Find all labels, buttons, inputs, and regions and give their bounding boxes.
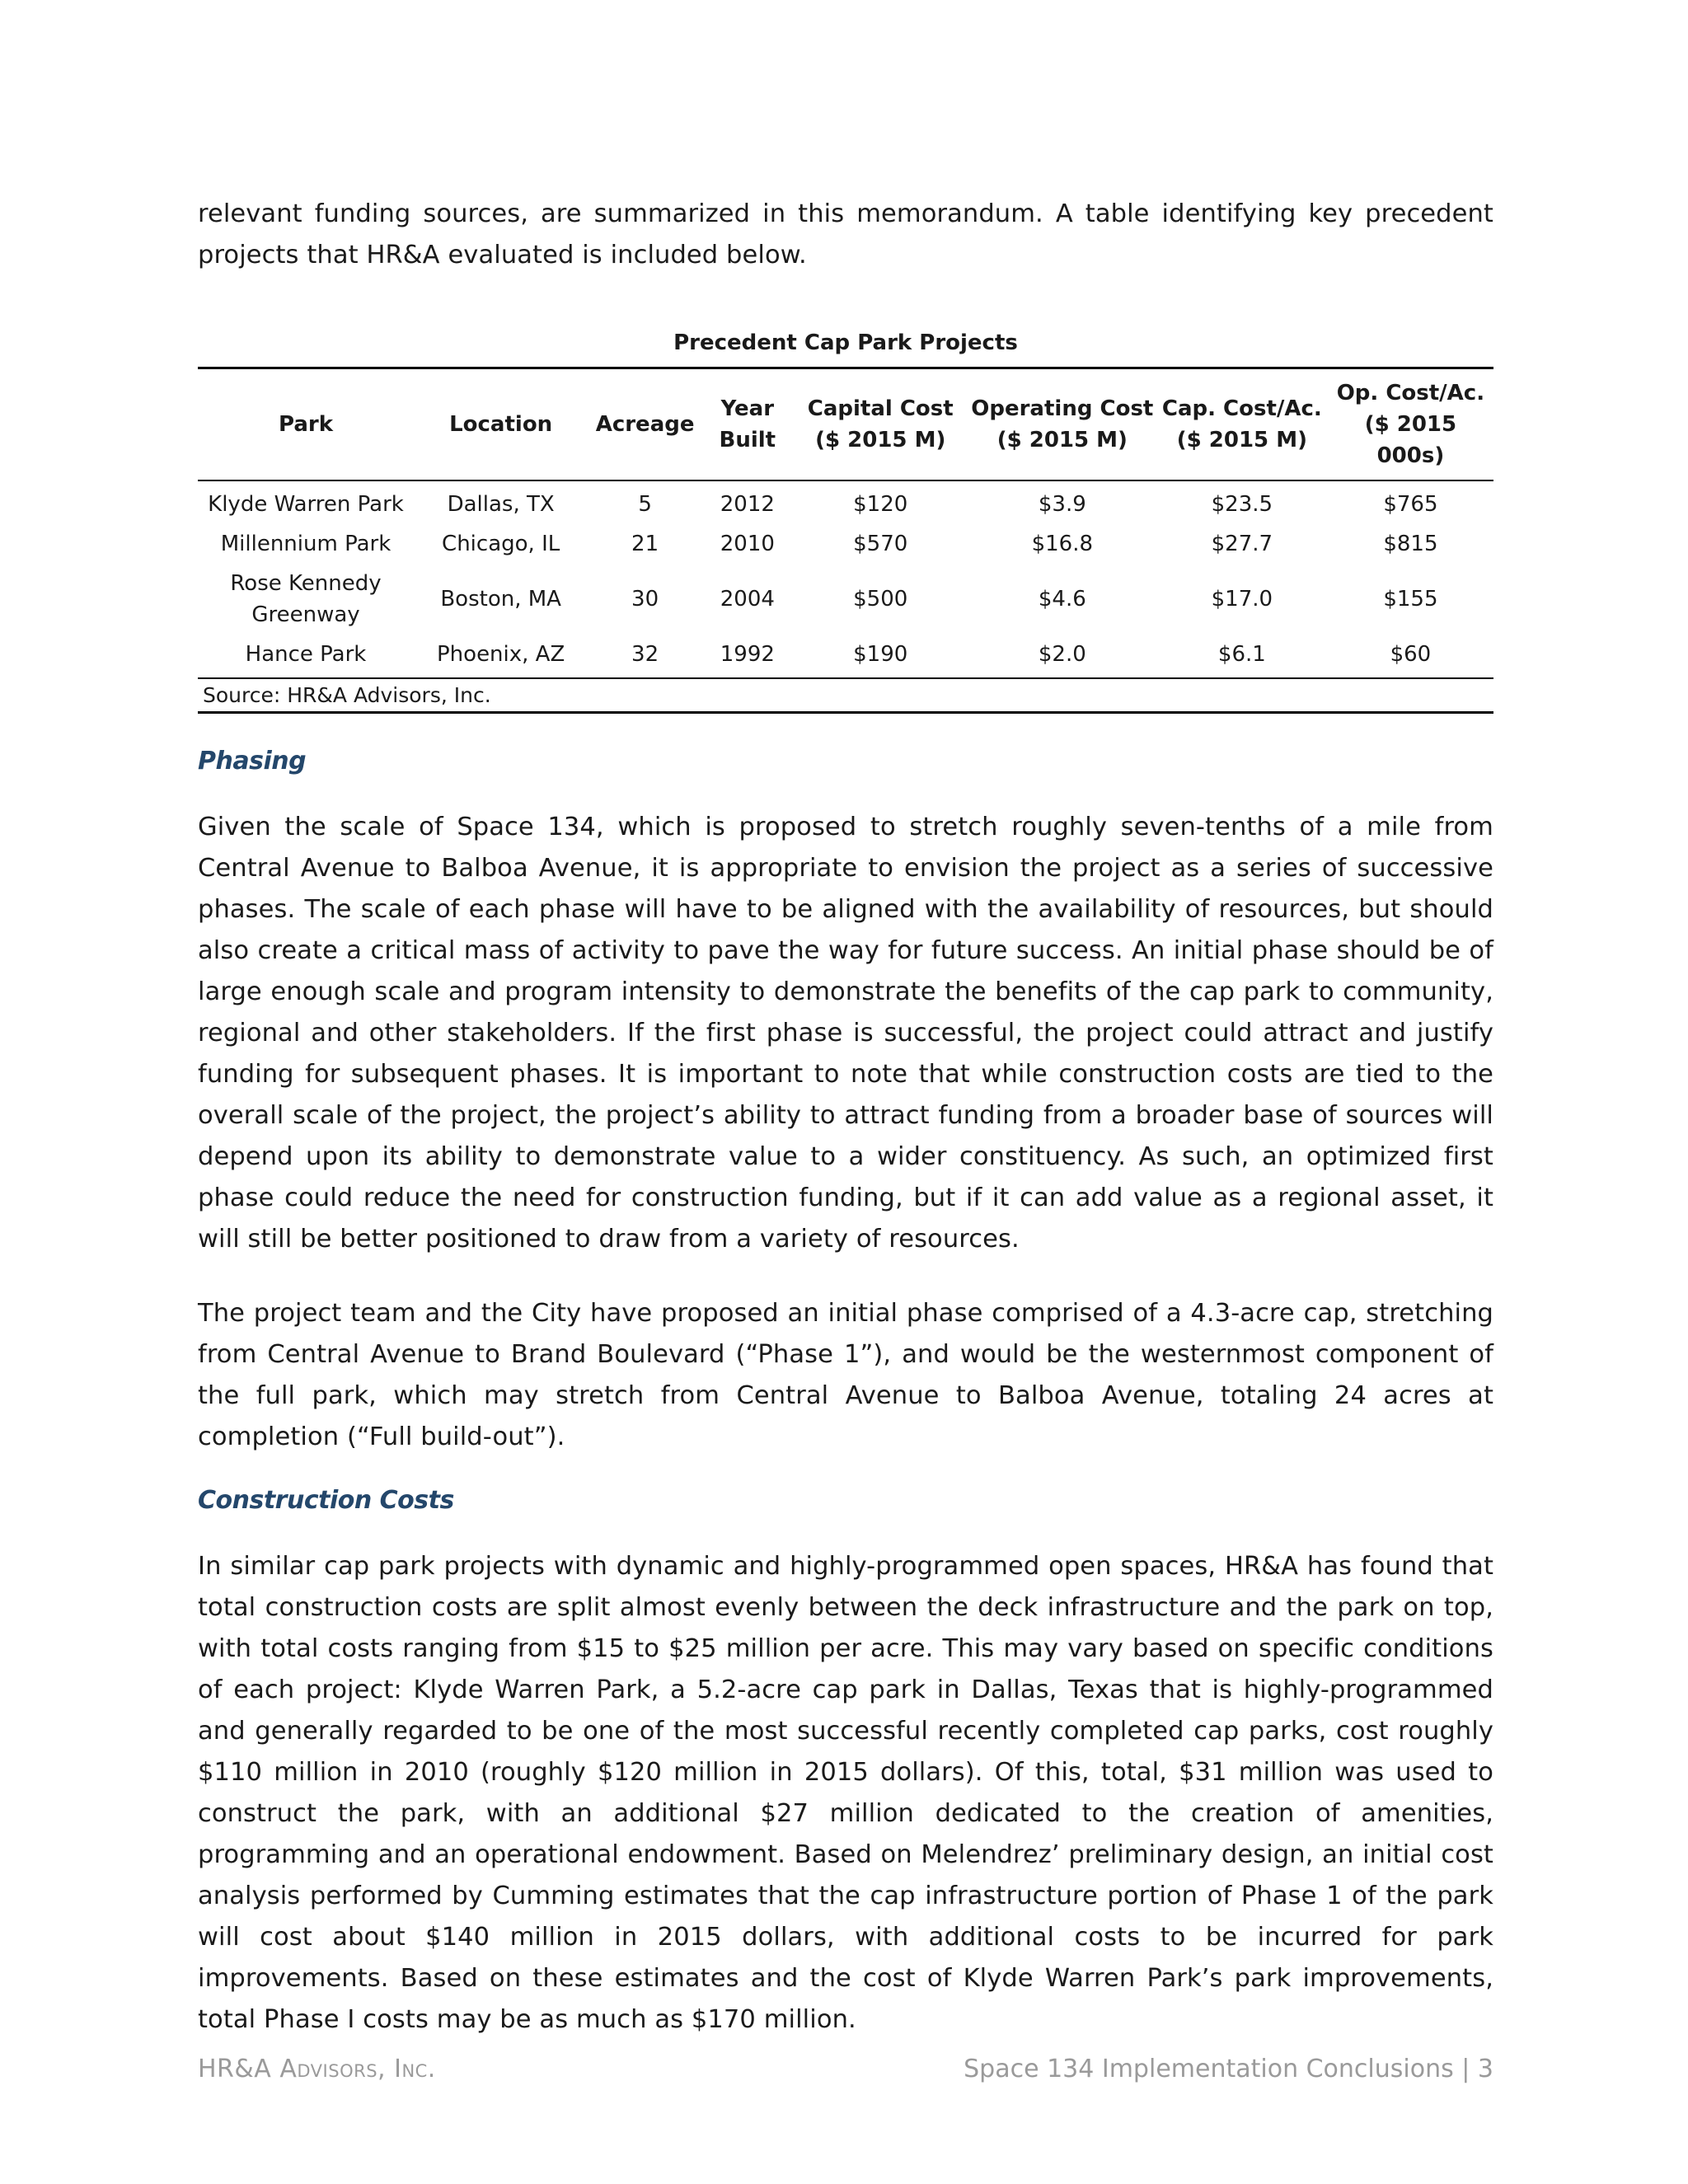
cell: Phoenix, AZ — [437, 642, 565, 667]
col-operating-cost: Operating Cost ($ 2015 M) — [971, 396, 1154, 452]
cell: Boston, MA — [440, 587, 561, 612]
cell: $190 — [853, 642, 908, 667]
cell: $570 — [853, 532, 908, 556]
cell: $27.7 — [1211, 532, 1273, 556]
table-source: Source: HR&A Advisors, Inc. — [198, 678, 1493, 713]
cell: $6.1 — [1217, 642, 1266, 667]
col-park: Park — [278, 412, 333, 437]
col-acreage: Acreage — [595, 412, 695, 437]
cell: Chicago, IL — [442, 532, 560, 556]
cell: $4.6 — [1038, 587, 1086, 612]
table-row — [198, 564, 1493, 635]
phasing-paragraph-1: Given the scale of Space 134, which is proposed to stretch roughly seven-tenths of a mile from Central Avenue to Balboa Avenue, it is appropriate to envision the project as a series of successive phases. The scale of each phase will have to be aligned with the availability of resources, but should also create a critical mass of activity to pave the way for future success. An initial phase should be of large enough scale and program intensity to demonstrate the benefits of the cap park to community, regional and other stakeholders. If the first phase is successful, the project could attract and justify funding for subsequent phases. It is important to note that while construction costs are tied to the overall scale of the project, the project’s ability to attract funding from a broader base of sources will depend upon its ability to demonstrate value to a wider constituency. As such, an optimized first phase could reduce the need for construction funding, but if it can add value as a regional asset, it will still be better positioned to draw from a variety of resources. — [198, 813, 1493, 1254]
table-row — [198, 635, 1493, 678]
cell: $2.0 — [1038, 642, 1086, 667]
heading-phasing: Phasing — [198, 747, 307, 776]
cell: $500 — [853, 587, 908, 612]
col-cap-cost-per-acre: Cap. Cost/Ac. ($ 2015 M) — [1161, 396, 1322, 452]
cell: $60 — [1390, 642, 1432, 667]
cell: $120 — [853, 492, 908, 517]
intro-paragraph: relevant funding sources, are summarized in this memorandum. A table identifying key precedent projects that HR&A evaluated is included below. — [198, 199, 1493, 269]
cell: Dallas, TX — [447, 492, 555, 517]
cell: $23.5 — [1211, 492, 1273, 517]
col-year-built: Year Built — [719, 396, 776, 452]
cell: 2010 — [720, 532, 775, 556]
cell: 1992 — [720, 642, 775, 667]
phasing-paragraph-2: The project team and the City have proposed an initial phase comprised of a 4.3-acre cap, stretching from Central Avenue to Brand Boulevard (“Phase 1”), and would be the westernmost component of the full park, which may stretch from Central Avenue to Balboa Avenue, totaling 24 acres at completion (“Full build-out”). — [198, 1299, 1493, 1451]
cell: $155 — [1383, 587, 1438, 612]
cell: Hance Park — [245, 642, 367, 667]
cell: 21 — [631, 532, 659, 556]
cell: $17.0 — [1211, 587, 1273, 612]
col-capital-cost: Capital Cost ($ 2015 M) — [807, 396, 954, 452]
document-page — [198, 194, 1493, 2041]
construction-paragraph: In similar cap park projects with dynamic and highly-programmed open spaces, HR&A has found that total construction costs are split almost evenly between the deck infrastructure and the park on top, with total costs ranging from $15 to $25 million per acre. This may vary based on specific conditions of each project: Klyde Warren Park, a 5.2-acre cap park in Dallas, Texas that is highly-programmed and generally regarded to be one of the most successful recently completed cap parks, cost roughly $110 million in 2010 (roughly $120 million in 2015 dollars). Of this, total, $31 million was used to construct the park, with an additional $27 million dedicated to the creation of amenities, programming and an operational endowment. Based on Melendrez’ preliminary design, an initial cost analysis performed by Cumming estimates that the cap infrastructure portion of Phase 1 of the park will cost about $140 million in 2015 dollars, with additional costs to be incurred for park improvements. Based on these estimates and the cost of Klyde Warren Park’s park improvements, total Phase I costs may be as much as $170 million. — [198, 1552, 1493, 2034]
precedent-table — [198, 367, 1493, 714]
cell: Millennium Park — [220, 532, 392, 556]
cell: $765 — [1383, 492, 1438, 517]
cell: $16.8 — [1031, 532, 1094, 556]
cell: 2004 — [720, 587, 775, 612]
cell: Klyde Warren Park — [208, 492, 404, 517]
col-op-cost-per-acre: Op. Cost/Ac. ($ 2015 000s) — [1336, 381, 1485, 468]
table-header-row — [198, 368, 1493, 481]
cell: Rose Kennedy Greenway — [230, 571, 382, 627]
footer-company: HR&A Advisors, Inc. — [198, 2055, 436, 2083]
cell: 30 — [631, 587, 659, 612]
heading-construction-costs: Construction Costs — [198, 1486, 454, 1515]
table-row — [198, 524, 1493, 564]
table-row — [198, 480, 1493, 524]
cell: $815 — [1383, 532, 1438, 556]
footer-page-label: Space 134 Implementation Conclusions | 3 — [964, 2055, 1493, 2083]
col-location: Location — [449, 412, 553, 437]
cell: 5 — [638, 492, 652, 517]
cell: 2012 — [720, 492, 775, 517]
cell: 32 — [631, 642, 659, 667]
table-title: Precedent Cap Park Projects — [673, 330, 1018, 355]
cell: $3.9 — [1038, 492, 1086, 517]
